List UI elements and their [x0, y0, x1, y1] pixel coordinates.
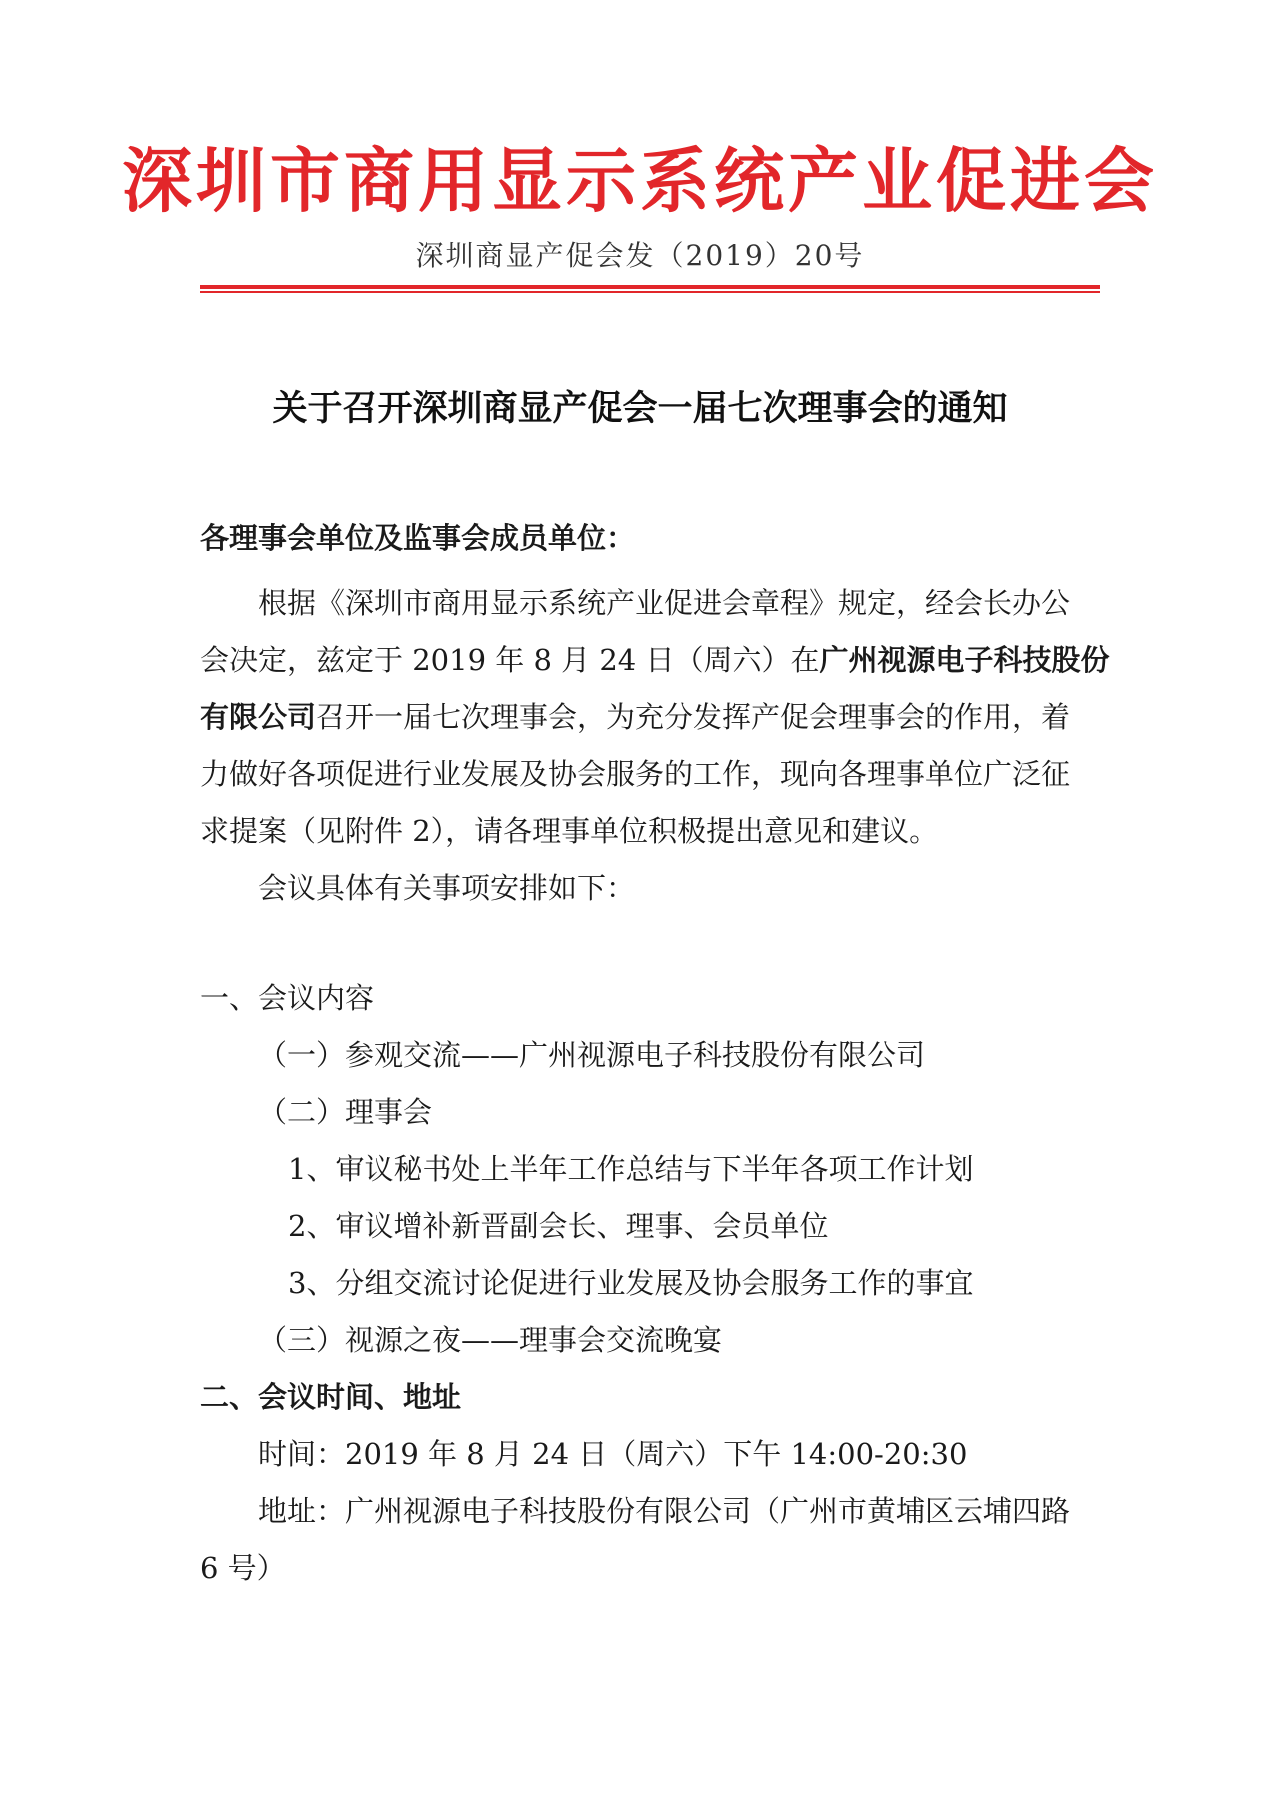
section-1-sub-item-2: 2、审议增补新晋副会长、理事、会员单位	[288, 1209, 829, 1243]
header-divider-thick	[200, 285, 1100, 289]
section-1-sub-item-3: 3、分组交流讨论促进行业发展及协会服务工作的事宜	[288, 1266, 974, 1300]
salutation: 各理事会单位及监事会成员单位：	[200, 521, 636, 555]
paragraph-1-line-5: 求提案（见附件 2），请各理事单位积极提出意见和建议。	[200, 814, 939, 848]
header-divider-thin	[200, 291, 1100, 293]
organization-title: 深圳市商用显示系统产业促进会	[122, 140, 1158, 222]
notice-title: 关于召开深圳商显产促会一届七次理事会的通知	[272, 389, 1008, 429]
paragraph-1-line-2-text: 会决定，兹定于 2019 年 8 月 24 日（周六）在	[200, 643, 820, 677]
section-2-heading: 二、会议时间、地址	[200, 1380, 462, 1414]
section-1-item-1: （一）参观交流——广州视源电子科技股份有限公司	[258, 1038, 926, 1072]
section-1-item-3: （三）视源之夜——理事会交流晚宴	[258, 1323, 723, 1357]
document-number: 深圳商显产促会发（2019）20号	[415, 239, 865, 272]
host-company-name-part-1: 广州视源电子科技股份	[819, 643, 1110, 677]
paragraph-1-line-4: 力做好各项促进行业发展及协会服务的工作，现向各理事单位广泛征	[200, 757, 1071, 791]
paragraph-1-line-1: 根据《深圳市商用显示系统产业促进会章程》规定，经会长办公	[258, 586, 1071, 620]
meeting-address-line-1: 地址：广州视源电子科技股份有限公司（广州市黄埔区云埔四路	[258, 1494, 1071, 1528]
section-1-heading: 一、会议内容	[200, 981, 375, 1015]
section-1-sub-item-1: 1、审议秘书处上半年工作总结与下半年各项工作计划	[288, 1152, 974, 1186]
paragraph-2: 会议具体有关事项安排如下：	[258, 871, 636, 905]
meeting-time: 时间：2019 年 8 月 24 日（周六）下午 14:00-20:30	[258, 1437, 968, 1471]
host-company-name-part-2: 有限公司	[200, 700, 317, 734]
paragraph-1-line-3-text: 召开一届七次理事会，为充分发挥产促会理事会的作用，着	[316, 700, 1071, 734]
section-1-item-2: （二）理事会	[258, 1095, 433, 1129]
paragraph-1-line-3	[200, 689, 1070, 746]
paragraph-1-line-2	[200, 632, 1109, 689]
meeting-address-line-2: 6 号）	[200, 1551, 286, 1585]
